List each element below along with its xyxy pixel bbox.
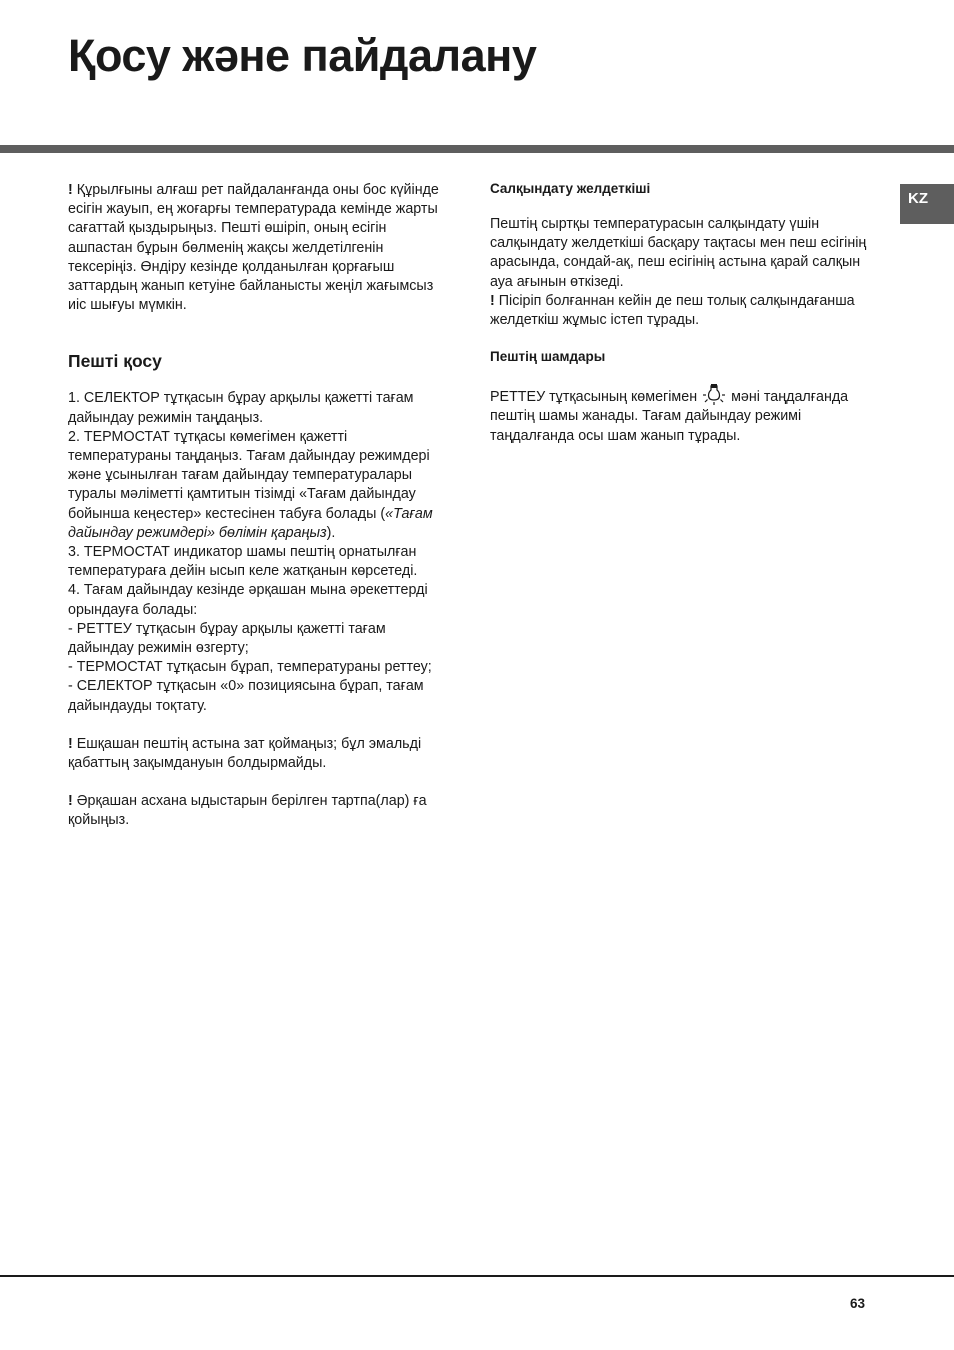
intro-paragraph [68,181,453,315]
warning-paragraph-2 [68,792,453,830]
step-1: 1. СЕЛЕКТОР тұтқасын бұрау арқылы қажетті тағам дайындау режимін таңдаңыз. [68,390,414,426]
warning-mark: ! [68,793,73,810]
warning-mark: ! [490,292,495,309]
right-column [490,179,882,446]
warning-mark: ! [68,735,73,752]
lamp-text-end: мәні таңдалғанда пештің шамы жанады. Тағам дайындау режимі таңдалғанда осы шам жанып тұрады. [490,389,849,444]
bullet-stop-cooking: - СЕЛЕКТОР тұтқасын «0» позициясына бұрап, тағам дайындауды тоқтату. [68,678,424,714]
fan-note [490,292,882,330]
left-column [68,181,453,831]
bullet-change-mode: - РЕТТЕУ тұтқасын бұрау арқылы қажетті тағам дайындау режимін өзгерту; [68,620,386,657]
warning-text-1: Ешқашан пештің астына зат қоймаңыз; бұл эмальді қабаттың зақымдануын болдырмайды. [68,735,422,772]
step-4: 4. Тағам дайындау кезінде әрқашан мына әрекеттерді орындауға болады: [68,582,428,618]
bullet-adjust-temp: - ТЕРМОСТАТ тұтқасын бұрап, температураны реттеу; [68,659,432,676]
page-title: Қосу және пайдалану [68,30,537,81]
fan-section-title: Салқындату желдеткіші [490,181,651,196]
section-title-switch-on: Пешті қосу [68,351,162,372]
language-tab: KZ [900,184,954,224]
fan-description: Пештің сыртқы температурасын салқындату үшін салқындату желдеткіші басқару тақтасы мен пеш есігінің арасында, сондай-ақ, пеш есігінің астына қарай салқын ауа ағынын өткізеді. [490,216,867,290]
step-3: 3. ТЕРМОСТАТ индикатор шамы пештің орнатылған температураға дейін ысып келе жатқанын көрсетеді. [68,544,418,580]
fan-note-text: Пісіріп болғаннан кейін де пеш толық салқындағанша желдеткіш жұмыс істеп тұрады. [490,292,855,329]
oven-lamp-icon [702,383,726,405]
warning-paragraph-1 [68,735,453,773]
lamp-text-start: РЕТТЕУ тұтқасының көмегімен [490,389,698,406]
footer-divider [0,1275,954,1277]
step-2 [68,428,453,543]
warning-text-2: Әрқашан асхана ыдыстарын берілген тартпа(лар) ға қойыңыз. [68,793,427,829]
step-2-text: 2. ТЕРМОСТАТ тұтқасы көмегімен қажетті температураны таңдаңыз. Тағам дайындау режимдері және ұсынылған тағам дайындау температуралары туралы мәліметті қамтитын тізімді «Тағам дайындау бойынша кеңестер» кестесінен табуға болады ( [68,428,430,522]
header-divider [0,145,954,153]
warning-mark: ! [68,182,73,198]
page-number: 63 [850,1296,866,1311]
lamp-description [490,383,882,446]
lamp-section-title: Пештің шамдары [490,349,606,365]
intro-text: Құрылғыны алғаш рет пайдаланғанда оны бос күйінде есігін жауып, ең жоғарғы температурада кемінде жарты сағаттай қыздырыңыз. Пешті өшіріп, оның есігін ашпастан бұрын бөлменің жақсы желдетілгенін тексеріңіз. Өндіру кезінде қолданылған қорғағыш заттардың жанып кетуіне байланысты жеңіл жағымсыз иіс шығуы мүмкін. [68,182,439,314]
step-2-reference: «Тағам дайындау режимдері» бөлімін қараңыз [68,505,433,541]
step-2-end: ). [326,524,336,541]
